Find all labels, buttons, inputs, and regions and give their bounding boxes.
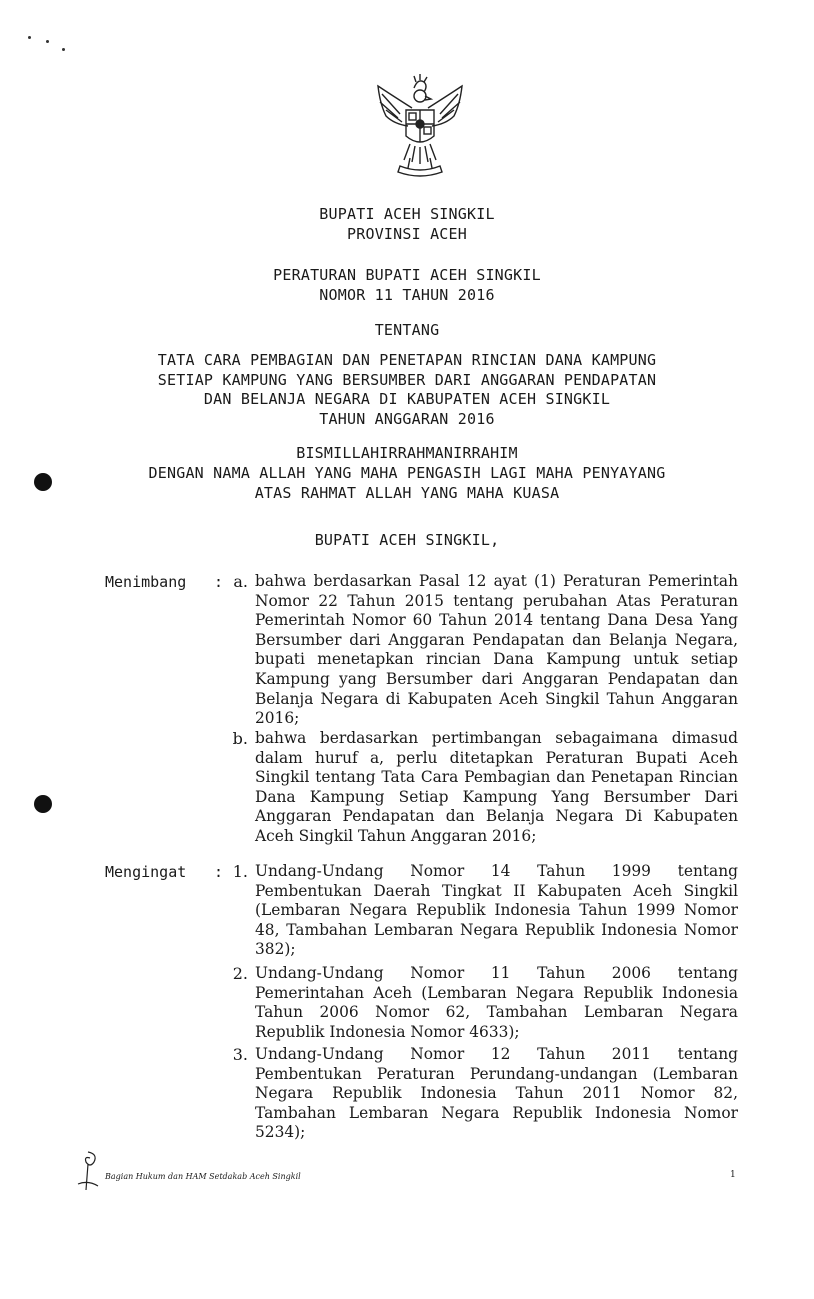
- preamble-bismillah: BISMILLAHIRRAHMANIRRAHIM: [296, 444, 518, 462]
- footer-department: Bagian Hukum dan HAM Setdakab Aceh Singkil: [105, 1172, 301, 1181]
- mengingat-item-3: Undang-Undang Nomor 12 Tahun 2011 tentang Pembentukan Peraturan Perundang-undangan (Lembaran Negara Republik Indonesia Tahun 2011 Nomor 82, Tambahan Lembaran Negara Republik Indonesia Nomor 5234);: [255, 1045, 738, 1142]
- mengingat-label: Mengingat: [105, 863, 187, 881]
- preamble-line: ATAS RAHMAT ALLAH YANG MAHA KUASA: [254, 484, 560, 502]
- mengingat-item-1: Undang-Undang Nomor 14 Tahun 1999 tentang Pembentukan Daerah Tingkat II Kabupaten Aceh Singkil (Lembaran Negara Republik Indonesia Tahun 1999 Nomor 48, Tambahan Lembaran Negara Republik Indonesia Nomor 382);: [255, 862, 738, 959]
- page-number: 1: [730, 1170, 736, 1180]
- regulation-subject-line: SETIAP KAMPUNG YANG BERSUMBER DARI ANGGARAN PENDAPATAN: [157, 371, 657, 389]
- regulation-number: NOMOR 11 TAHUN 2016: [319, 286, 495, 304]
- scan-speck: [46, 40, 49, 43]
- header-province: PROVINSI ACEH: [347, 225, 467, 243]
- regulation-title: PERATURAN BUPATI ACEH SINGKIL: [273, 266, 541, 284]
- scan-speck: [28, 36, 31, 39]
- regulation-subject-line: DAN BELANJA NEGARA DI KABUPATEN ACEH SINGKIL: [203, 390, 611, 408]
- header-bupati: BUPATI ACEH SINGKIL: [319, 205, 495, 223]
- list-marker: 2.: [232, 964, 248, 983]
- regulation-about: TENTANG: [374, 321, 440, 339]
- garuda-emblem-icon: [370, 74, 470, 184]
- list-marker: a.: [233, 572, 248, 591]
- authority: BUPATI ACEH SINGKIL,: [314, 531, 500, 549]
- mengingat-colon: :: [214, 863, 224, 881]
- menimbang-label: Menimbang: [105, 573, 187, 591]
- regulation-subject-line: TAHUN ANGGARAN 2016: [319, 410, 495, 428]
- list-marker: 3.: [232, 1045, 248, 1064]
- regulation-subject-line: TATA CARA PEMBAGIAN DAN PENETAPAN RINCIAN DANA KAMPUNG: [157, 351, 657, 369]
- preamble-line: DENGAN NAMA ALLAH YANG MAHA PENGASIH LAGI MAHA PENYAYANG: [148, 464, 666, 482]
- menimbang-item-a: bahwa berdasarkan Pasal 12 ayat (1) Peraturan Pemerintah Nomor 22 Tahun 2015 tentang perubahan Atas Peraturan Pemerintah Nomor 60 Tahun 2014 tentang Dana Desa Yang Bersumber dari Anggaran Pendapatan dan Belanja Negara, bupati menetapkan rincian Dana Kampung untuk setiap Kampung yang Bersumber dari Anggaran Pendapatan dan Belanja Negara di Kabupaten Aceh Singkil Tahun Anggaran 2016;: [255, 572, 738, 728]
- scan-speck: [62, 48, 65, 51]
- punch-hole: [34, 795, 52, 813]
- mengingat-item-2: Undang-Undang Nomor 11 Tahun 2006 tentang Pemerintahan Aceh (Lembaran Negara Republik Indonesia Tahun 2006 Nomor 62, Tambahan Lembaran Negara Republik Indonesia Nomor 4633);: [255, 964, 738, 1041]
- handwritten-initial-icon: [68, 1150, 108, 1192]
- list-marker: b.: [232, 729, 248, 748]
- list-marker: 1.: [232, 862, 248, 881]
- menimbang-colon: :: [214, 573, 224, 591]
- menimbang-item-b: bahwa berdasarkan pertimbangan sebagaimana dimasud dalam huruf a, perlu ditetapkan Peraturan Bupati Aceh Singkil tentang Tata Cara Pembagian dan Penetapan Rincian Dana Kampung Setiap Kampung Yang Bersumber Dari Anggaran Pendapatan dan Belanja Negara Di Kabupaten Aceh Singkil Tahun Anggaran 2016;: [255, 729, 738, 845]
